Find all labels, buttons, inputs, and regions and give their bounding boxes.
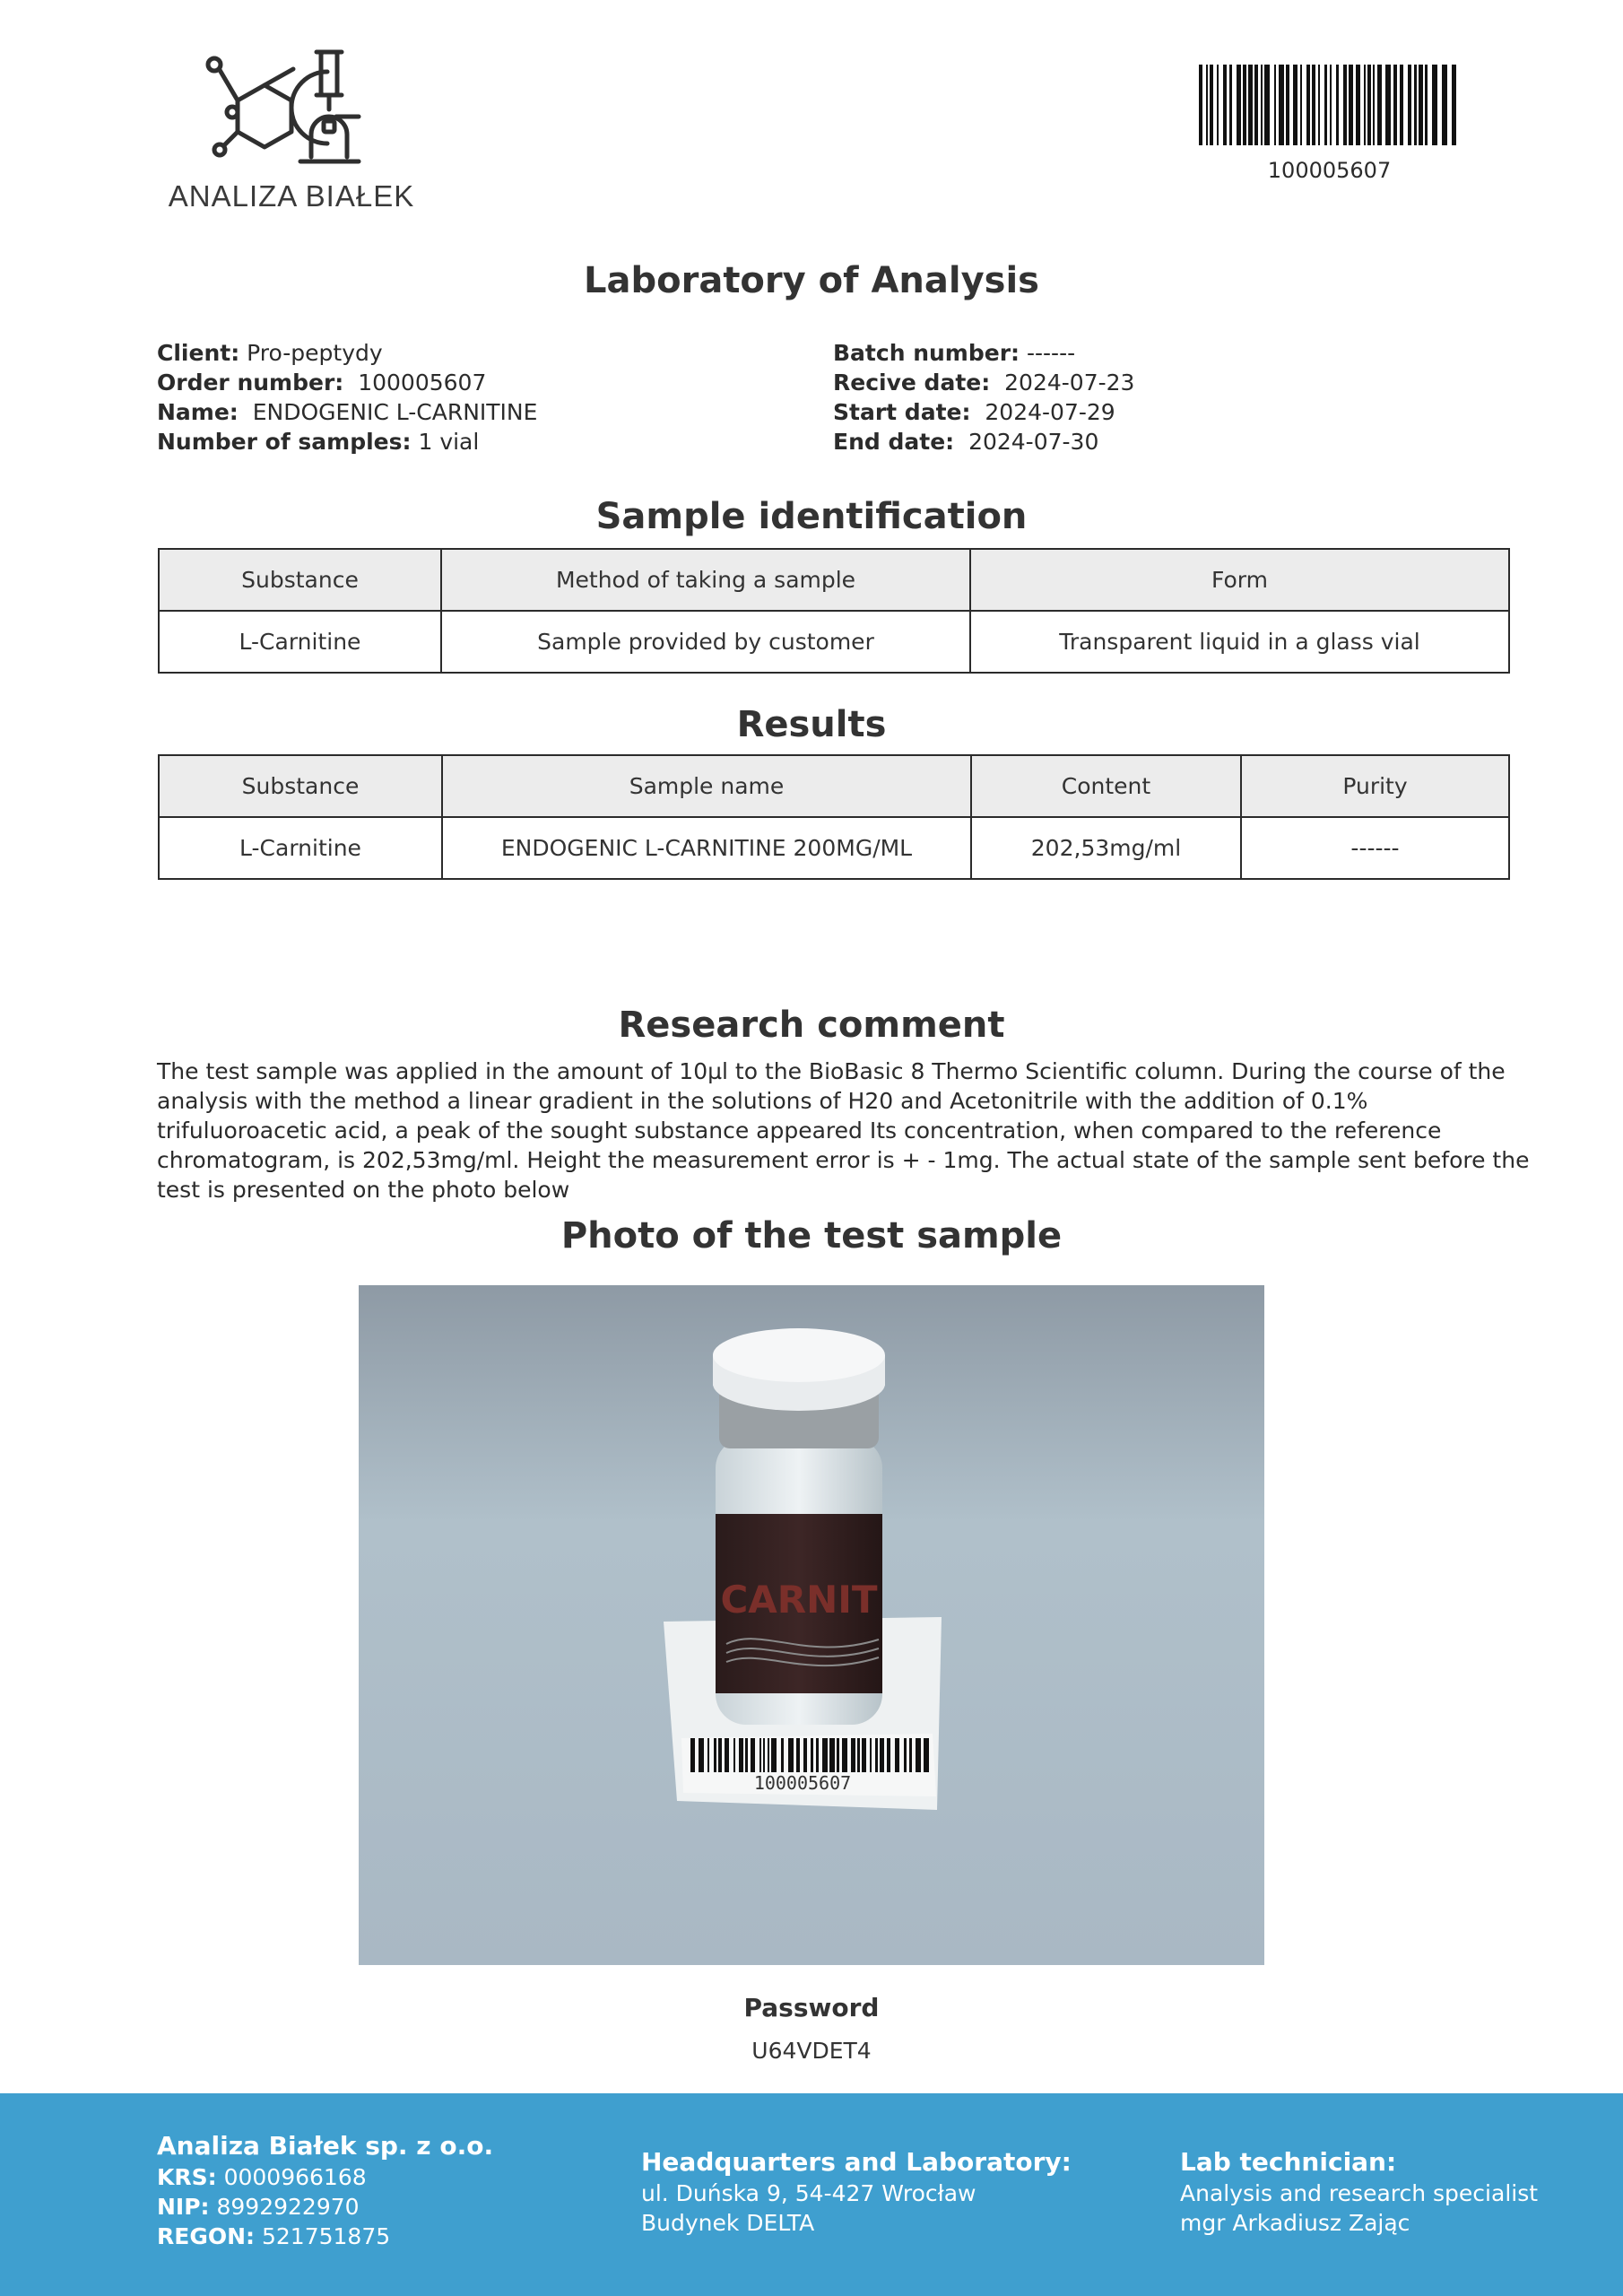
end-date-row: End date: 2024-07-30 bbox=[833, 429, 1099, 455]
password-value: U64VDET4 bbox=[751, 2038, 872, 2064]
samples-row: Number of samples: 1 vial bbox=[157, 429, 480, 455]
research-comment-text: The test sample was applied in the amount of 10µl to the BioBasic 8 Thermo Scientific column. During the course of the analysis with the method a linear gradient in the solutions of H20 and Acetonitrile with the addition of 0.1% trifuluoroacetic acid, a peak of the sought substance appeared Its concentration, when compared to the reference chromatogram, is 202,53mg/ml. Height the measurement error is + - 1mg. The actual state of the sample sent before the test is presented on the photo below bbox=[157, 1058, 1530, 1203]
end-date-value: 2024-07-30 bbox=[968, 429, 1099, 455]
order-number-row: Order number: 100005607 bbox=[157, 370, 487, 396]
nip-row: NIP: 8992922970 bbox=[157, 2194, 360, 2220]
table-cell: L-Carnitine bbox=[159, 817, 442, 879]
order-info-right bbox=[833, 338, 1134, 457]
receive-date-row: Recive date: 2024-07-23 bbox=[833, 370, 1135, 396]
barcode bbox=[1197, 65, 1462, 190]
client-value: Pro-peptydy bbox=[247, 340, 383, 366]
table-header-cell: Method of taking a sample bbox=[441, 549, 970, 611]
results-table bbox=[158, 754, 1510, 880]
technician-title: Lab technician: bbox=[1180, 2147, 1397, 2177]
table-header-row bbox=[159, 755, 1509, 817]
page-title: Laboratory of Analysis bbox=[584, 260, 1039, 301]
table-cell: ------ bbox=[1241, 817, 1509, 879]
hq-address: ul. Duńska 9, 54-427 Wrocław bbox=[641, 2180, 976, 2206]
table-row bbox=[159, 611, 1509, 673]
table-row bbox=[159, 817, 1509, 879]
batch-row: Batch number: ------ bbox=[833, 340, 1076, 366]
sample-identification-table bbox=[158, 548, 1510, 674]
name-row: Name: ENDOGENIC L-CARNITINE bbox=[157, 399, 538, 425]
password-label: Password bbox=[743, 1993, 880, 2022]
table-cell: Sample provided by customer bbox=[441, 611, 970, 673]
table-cell: L-Carnitine bbox=[159, 611, 441, 673]
table-cell: Transparent liquid in a glass vial bbox=[970, 611, 1509, 673]
table-header-cell: Sample name bbox=[442, 755, 971, 817]
table-header-cell: Content bbox=[971, 755, 1241, 817]
vial-photo-image bbox=[359, 1285, 1264, 1965]
regon-row: REGON: 521751875 bbox=[157, 2223, 391, 2249]
technician-role: Analysis and research specialist bbox=[1180, 2180, 1539, 2206]
start-date-value: 2024-07-29 bbox=[985, 399, 1115, 425]
start-date-row: Start date: 2024-07-29 bbox=[833, 399, 1115, 425]
table-header-cell: Purity bbox=[1241, 755, 1509, 817]
table-header-cell: Substance bbox=[159, 549, 441, 611]
barcode-number: 100005607 bbox=[1267, 158, 1392, 183]
logo-wordmark: ANALIZA BIAŁEK bbox=[168, 179, 415, 213]
footer-technician bbox=[1180, 2146, 1538, 2238]
company-logo bbox=[157, 45, 426, 224]
sample-photo bbox=[359, 1285, 1264, 1965]
footer-company bbox=[157, 2130, 493, 2251]
sticker-barcode-number: 100005607 bbox=[753, 1772, 852, 1794]
table-cell: 202,53mg/ml bbox=[971, 817, 1241, 879]
name-value: ENDOGENIC L-CARNITINE bbox=[252, 399, 538, 425]
table-header-cell: Substance bbox=[159, 755, 442, 817]
technician-name: mgr Arkadiusz Zając bbox=[1180, 2210, 1410, 2236]
research-comment-heading: Research comment bbox=[618, 1004, 1005, 1046]
table-cell: ENDOGENIC L-CARNITINE 200MG/ML bbox=[442, 817, 971, 879]
samples-value: 1 vial bbox=[418, 429, 480, 455]
barcode-icon bbox=[1197, 65, 1462, 147]
footer-hq bbox=[641, 2146, 1072, 2238]
client-row: Client: Pro-peptydy bbox=[157, 340, 383, 366]
table-header-row bbox=[159, 549, 1509, 611]
batch-value: ------ bbox=[1026, 340, 1076, 366]
receive-date-value: 2024-07-23 bbox=[1004, 370, 1135, 396]
order-number-value: 100005607 bbox=[358, 370, 487, 396]
sample-identification-heading: Sample identification bbox=[595, 496, 1028, 537]
results-heading: Results bbox=[736, 704, 887, 745]
hq-title: Headquarters and Laboratory: bbox=[641, 2147, 1072, 2177]
company-name: Analiza Białek sp. z o.o. bbox=[157, 2131, 494, 2161]
table-header-cell: Form bbox=[970, 549, 1509, 611]
krs-row: KRS: 0000966168 bbox=[157, 2164, 367, 2190]
footer bbox=[0, 2093, 1623, 2296]
order-info-left bbox=[157, 338, 537, 457]
vial-label-text: CARNIT bbox=[720, 1578, 878, 1622]
hq-building: Budynek DELTA bbox=[641, 2210, 815, 2236]
molecule-microscope-icon bbox=[157, 45, 426, 179]
photo-heading: Photo of the test sample bbox=[560, 1215, 1063, 1257]
